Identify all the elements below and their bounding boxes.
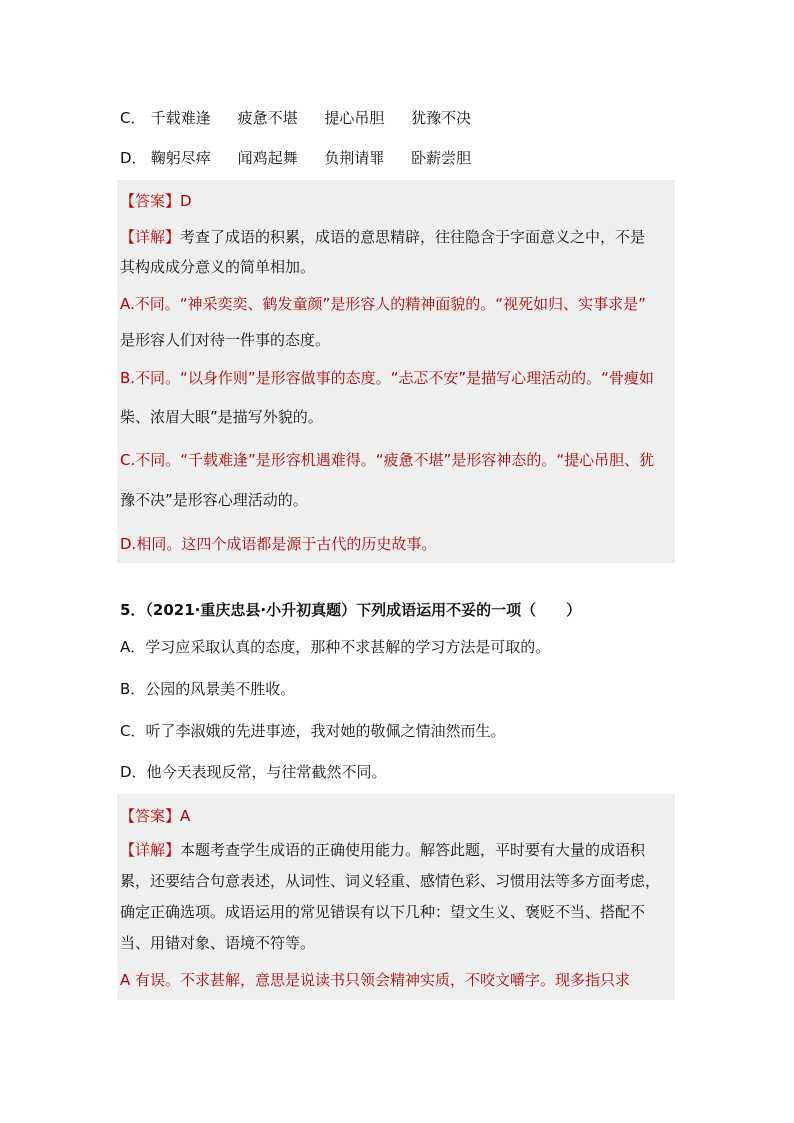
answer-block-q5 (117, 794, 675, 1000)
answer-tag: 【答案】 (120, 807, 181, 825)
explanation-line: B.不同。“以身作则”是形容做事的态度。“忐忑不安”是描写心理活动的。“骨瘦如 (120, 369, 654, 387)
answer-line (120, 806, 669, 826)
answer-line (120, 191, 669, 211)
option-label: C． (120, 109, 146, 127)
explanation-line: 是形容人们对待一件事的态度。 (120, 331, 331, 349)
answer-value: A (180, 807, 191, 825)
q5-option-c: C．听了李淑娥的先进事迹，我对她的敬佩之情油然而生。 (120, 722, 506, 740)
answer-value: D (180, 192, 192, 210)
explanation-line: D.相同。这四个成语都是源于古代的历史故事。 (120, 535, 437, 553)
idiom: 鞠躬尽瘁 (150, 149, 211, 167)
idiom: 犹豫不决 (411, 109, 472, 127)
answer-block-prev (117, 180, 675, 563)
idiom: 负荆请罪 (324, 149, 385, 167)
detail-line: 当、用错对象、语境不符等。 (120, 934, 316, 952)
answer-tag: 【答案】 (120, 192, 181, 210)
detail-text: 本题考查学生成语的正确使用能力。解答此题，平时要有大量的成语积 (180, 841, 646, 859)
idiom: 疲惫不堪 (237, 109, 298, 127)
idiom: 卧薪尝胆 (411, 149, 472, 167)
explanation-line: A.不同。“神采奕奕、鹤发童颜”是形容人的精神面貌的。“视死如归、实事求是” (120, 295, 646, 313)
detail-line: 其构成成分意义的简单相加。 (120, 258, 316, 276)
detail-line: 累，还要结合句意表述，从词性、词义轻重、感情色彩、习惯用法等多方面考虑， (120, 872, 661, 890)
detail-text: 考查了成语的积累，成语的意思精辟，往往隐含于字面意义之中，不是 (180, 228, 646, 246)
detail-line: 确定正确选项。成语运用的常见错误有以下几种：望文生义、褒贬不当、搭配不 (120, 903, 646, 921)
option-label: D． (120, 149, 147, 167)
idiom: 千载难逢 (150, 109, 211, 127)
option-d-row (120, 148, 493, 168)
explanation-line: C.不同。“千载难逢”是形容机遇难得。“疲惫不堪”是形容神态的。“提心吊胆、犹 (120, 451, 655, 469)
q5-option-a: A．学习应采取认真的态度，那种不求甚解的学习方法是可取的。 (120, 638, 551, 656)
question-5-title: 5．（2021·重庆忠县·小升初真题）下列成语运用不妥的一项（ ） (120, 601, 582, 619)
idiom: 闻鸡起舞 (237, 149, 298, 167)
explanation-line: 柴、浓眉大眼”是描写外貌的。 (120, 408, 323, 426)
q5-option-b: B．公园的风景美不胜收。 (120, 680, 296, 698)
detail-tag: 【详解】 (120, 841, 181, 859)
option-c-row (120, 108, 493, 128)
explanation-line: A 有误。不求甚解，意思是说读书只领会精神实质，不咬文嚼字。现多指只求 (120, 971, 631, 989)
detail-line (120, 840, 669, 860)
detail-tag: 【详解】 (120, 228, 181, 246)
explanation-line: 豫不决”是形容心理活动的。 (120, 491, 308, 509)
q5-option-d: D．他今天表现反常，与往常截然不同。 (120, 763, 387, 781)
idiom: 提心吊胆 (324, 109, 385, 127)
detail-line (120, 227, 669, 247)
